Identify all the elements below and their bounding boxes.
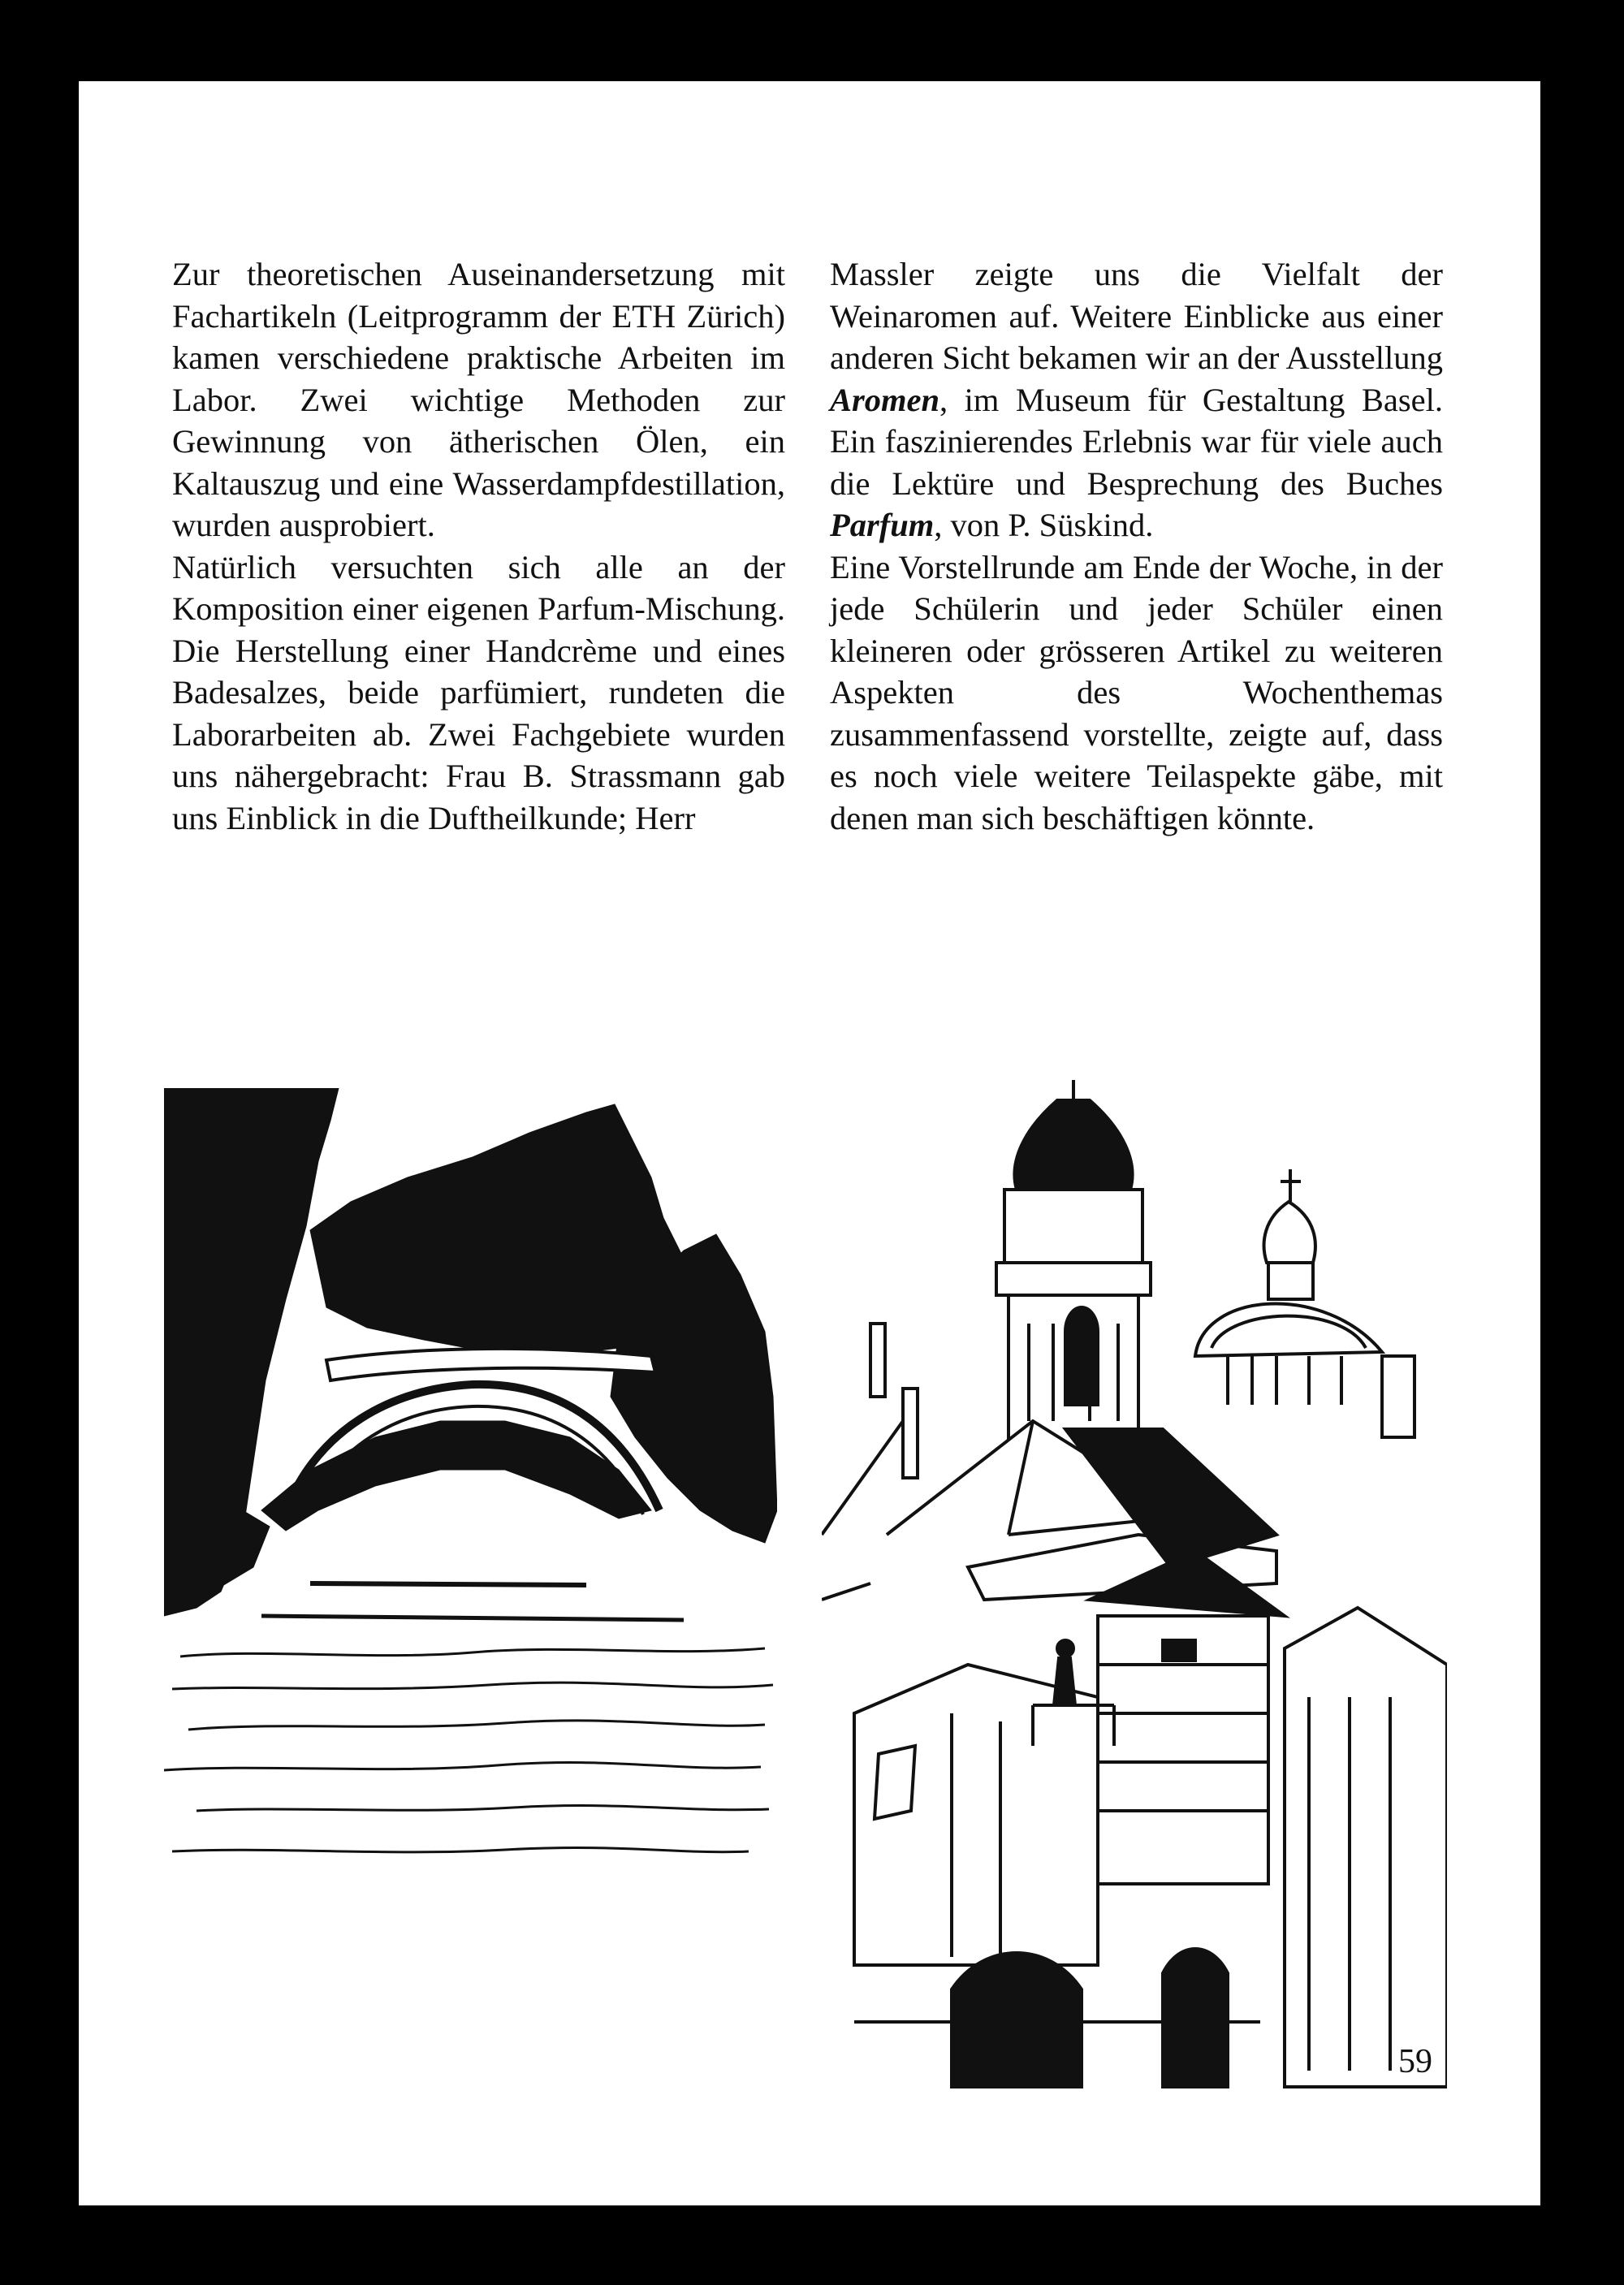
paragraph: Zur theoretischen Auseinandersetzung mit Fachartikeln (Leitprogramm der ETH Zürich) kamen verschiedene praktische Arbeiten im Labor. Zwei wichtige Methoden zur Gewinnung von ätherischen Ölen, ein Kaltauszug und eine Wasserdampfdestillation, wurden ausprobiert. bbox=[172, 256, 785, 543]
bridge-sketch-illustration bbox=[164, 1088, 777, 1892]
document-page bbox=[79, 81, 1540, 2205]
paragraph: Eine Vorstellrunde am Ende der Woche, in der jede Schülerin und jeder Schüler einen kleineren oder grösseren Artikel zu weiteren Aspekten des Wochenthemas zusammenfassend vorstellte, zeigte auf, dass es noch viele weitere Teilaspekte gäbe, mit denen man sich beschäftigen könnte. bbox=[830, 548, 1443, 836]
page-number: 59 bbox=[1398, 2043, 1432, 2080]
text-run: Massler zeigte uns die Vielfalt der Weinaromen auf. Weitere Einblicke aus einer anderen Sicht bekamen wir an der Ausstellung bbox=[830, 256, 1443, 376]
paragraph: Natürlich versuchten sich alle an der Komposition einer eigenen Parfum-Mischung. Die Herstellung einer Handcrème und eines Badesalzes, beide parfümiert, rundeten die Laborarbeiten ab. Zwei Fachgebiete wurden uns nähergebracht: Frau B. Strassmann gab uns Einblick in die Duftheilkunde; Herr bbox=[172, 548, 785, 836]
church-rooftops-sketch-illustration bbox=[822, 1080, 1447, 2136]
text-run: , von P. Süskind. bbox=[934, 507, 1154, 543]
text-column-left bbox=[172, 253, 785, 839]
exhibition-title: Aromen bbox=[830, 381, 940, 418]
text-run: , im Museum für Gestaltung Basel. Ein faszinierendes Erlebnis war für viele auch die Lektüre und Besprechung des Buches bbox=[830, 381, 1443, 502]
paragraph bbox=[830, 253, 1443, 546]
text-column-right bbox=[830, 253, 1443, 839]
book-title: Parfum bbox=[830, 507, 935, 543]
